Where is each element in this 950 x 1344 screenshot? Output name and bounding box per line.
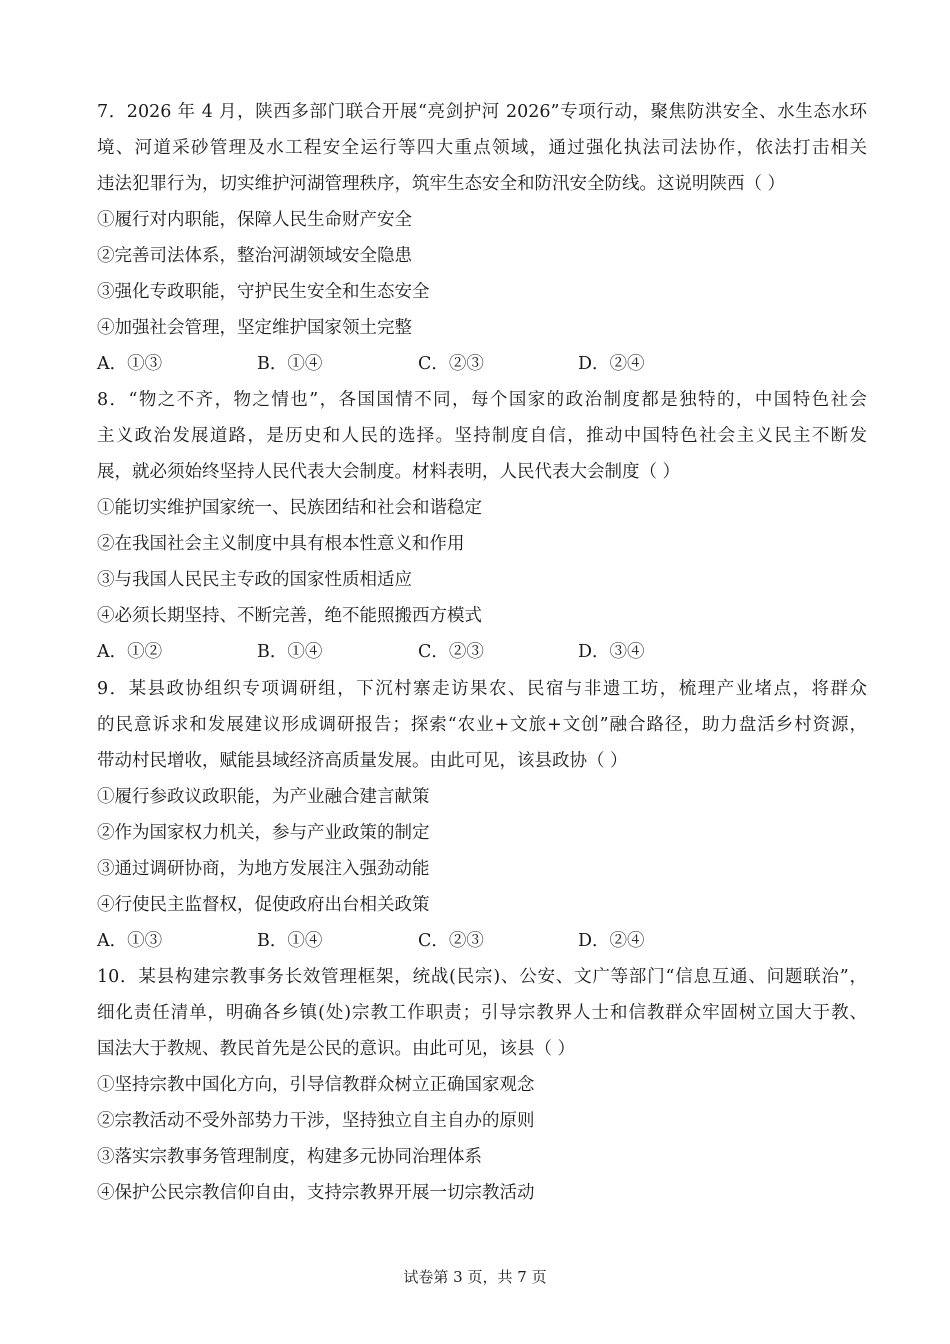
q10-option-4: ④保护公民宗教信仰自由，支持宗教界开展一切宗教活动 [97, 1183, 535, 1203]
q8-stem-line-1: 8．“物之不齐，物之情也”，各国国情不同，每个国家的政治制度都是独特的，中国特色社会 [97, 390, 867, 410]
q7-choice-d: D．②④ [578, 354, 645, 374]
page-footer: 试卷第 3 页，共 7 页 [403, 1268, 547, 1286]
q7-choice-b: B．①④ [257, 354, 323, 374]
q7-choice-a: A．①③ [97, 354, 163, 374]
q9-choices [97, 929, 867, 953]
q7-choices [97, 352, 867, 376]
q10-stem-line-2: 细化责任清单，明确各乡镇(处)宗教工作职责；引导宗教界人士和信教群众牢固树立国大于教、 [97, 1003, 867, 1023]
q8-choice-c: C．②③ [418, 642, 484, 662]
q8-choices [97, 640, 867, 664]
q10-stem-line-3: 国法大于教规、教民首先是公民的意识。由此可见，该县（ ） [97, 1039, 576, 1059]
q9-choice-b: B．①④ [257, 931, 323, 951]
q7-option-3: ③强化专政职能，守护民生安全和生态安全 [97, 282, 430, 302]
q7-option-1: ①履行对内职能，保障人民生命财产安全 [97, 210, 412, 230]
q8-option-2: ②在我国社会主义制度中具有根本性意义和作用 [97, 534, 465, 554]
q9-choice-a: A．①③ [97, 931, 163, 951]
q9-stem-line-2: 的民意诉求和发展建议形成调研报告；探索“农业+文旅+文创”融合路径，助力盘活乡村资源， [97, 715, 867, 735]
q8-option-1: ①能切实维护国家统一、民族团结和社会和谐稳定 [97, 498, 482, 518]
q7-option-2: ②完善司法体系，整治河湖领域安全隐患 [97, 246, 412, 266]
q7-stem-line-1: 7．2026 年 4 月，陕西多部门联合开展“亮剑护河 2026”专项行动，聚焦防洪安全、水生态水环 [97, 102, 867, 122]
q9-stem-line-1: 9．某县政协组织专项调研组，下沉村寨走访果农、民宿与非遗工坊，梳理产业堵点，将群众 [97, 679, 867, 699]
q9-choice-d: D．②④ [578, 931, 645, 951]
q7-option-4: ④加强社会管理，坚定维护国家领土完整 [97, 318, 412, 338]
q10-stem-line-1: 10．某县构建宗教事务长效管理框架，统战(民宗)、公安、文广等部门“信息互通、问题联治”， [97, 967, 867, 987]
q9-option-3: ③通过调研协商，为地方发展注入强劲动能 [97, 859, 430, 879]
q10-option-3: ③落实宗教事务管理制度，构建多元协同治理体系 [97, 1147, 482, 1167]
q8-choice-a: A．①② [97, 642, 163, 662]
q9-option-4: ④行使民主监督权，促使政府出台相关政策 [97, 895, 430, 915]
q7-stem-line-3: 违法犯罪行为，切实维护河湖管理秩序，筑牢生态安全和防汛安全防线。这说明陕西（ ） [97, 174, 786, 194]
q8-choice-b: B．①④ [257, 642, 323, 662]
q9-stem-line-3: 带动村民增收，赋能县域经济高质量发展。由此可见，该县政协（ ） [97, 751, 628, 771]
q8-option-4: ④必须长期坚持、不断完善，绝不能照搬西方模式 [97, 606, 482, 626]
q7-stem-line-2: 境、河道采砂管理及水工程安全运行等四大重点领域，通过强化执法司法协作，依法打击相关 [97, 138, 867, 158]
q8-stem-line-2: 主义政治发展道路，是历史和人民的选择。坚持制度自信，推动中国特色社会主义民主不断发 [97, 426, 867, 446]
q8-option-3: ③与我国人民民主专政的国家性质相适应 [97, 570, 412, 590]
q10-option-2: ②宗教活动不受外部势力干涉，坚持独立自主自办的原则 [97, 1111, 535, 1131]
q9-option-2: ②作为国家权力机关，参与产业政策的制定 [97, 823, 430, 843]
q7-choice-c: C．②③ [418, 354, 484, 374]
q8-stem-line-3: 展，就必须始终坚持人民代表大会制度。材料表明，人民代表大会制度（ ） [97, 462, 681, 482]
q8-choice-d: D．③④ [578, 642, 645, 662]
q9-option-1: ①履行参政议政职能，为产业融合建言献策 [97, 787, 430, 807]
q10-option-1: ①坚持宗教中国化方向，引导信教群众树立正确国家观念 [97, 1075, 535, 1095]
q9-choice-c: C．②③ [418, 931, 484, 951]
